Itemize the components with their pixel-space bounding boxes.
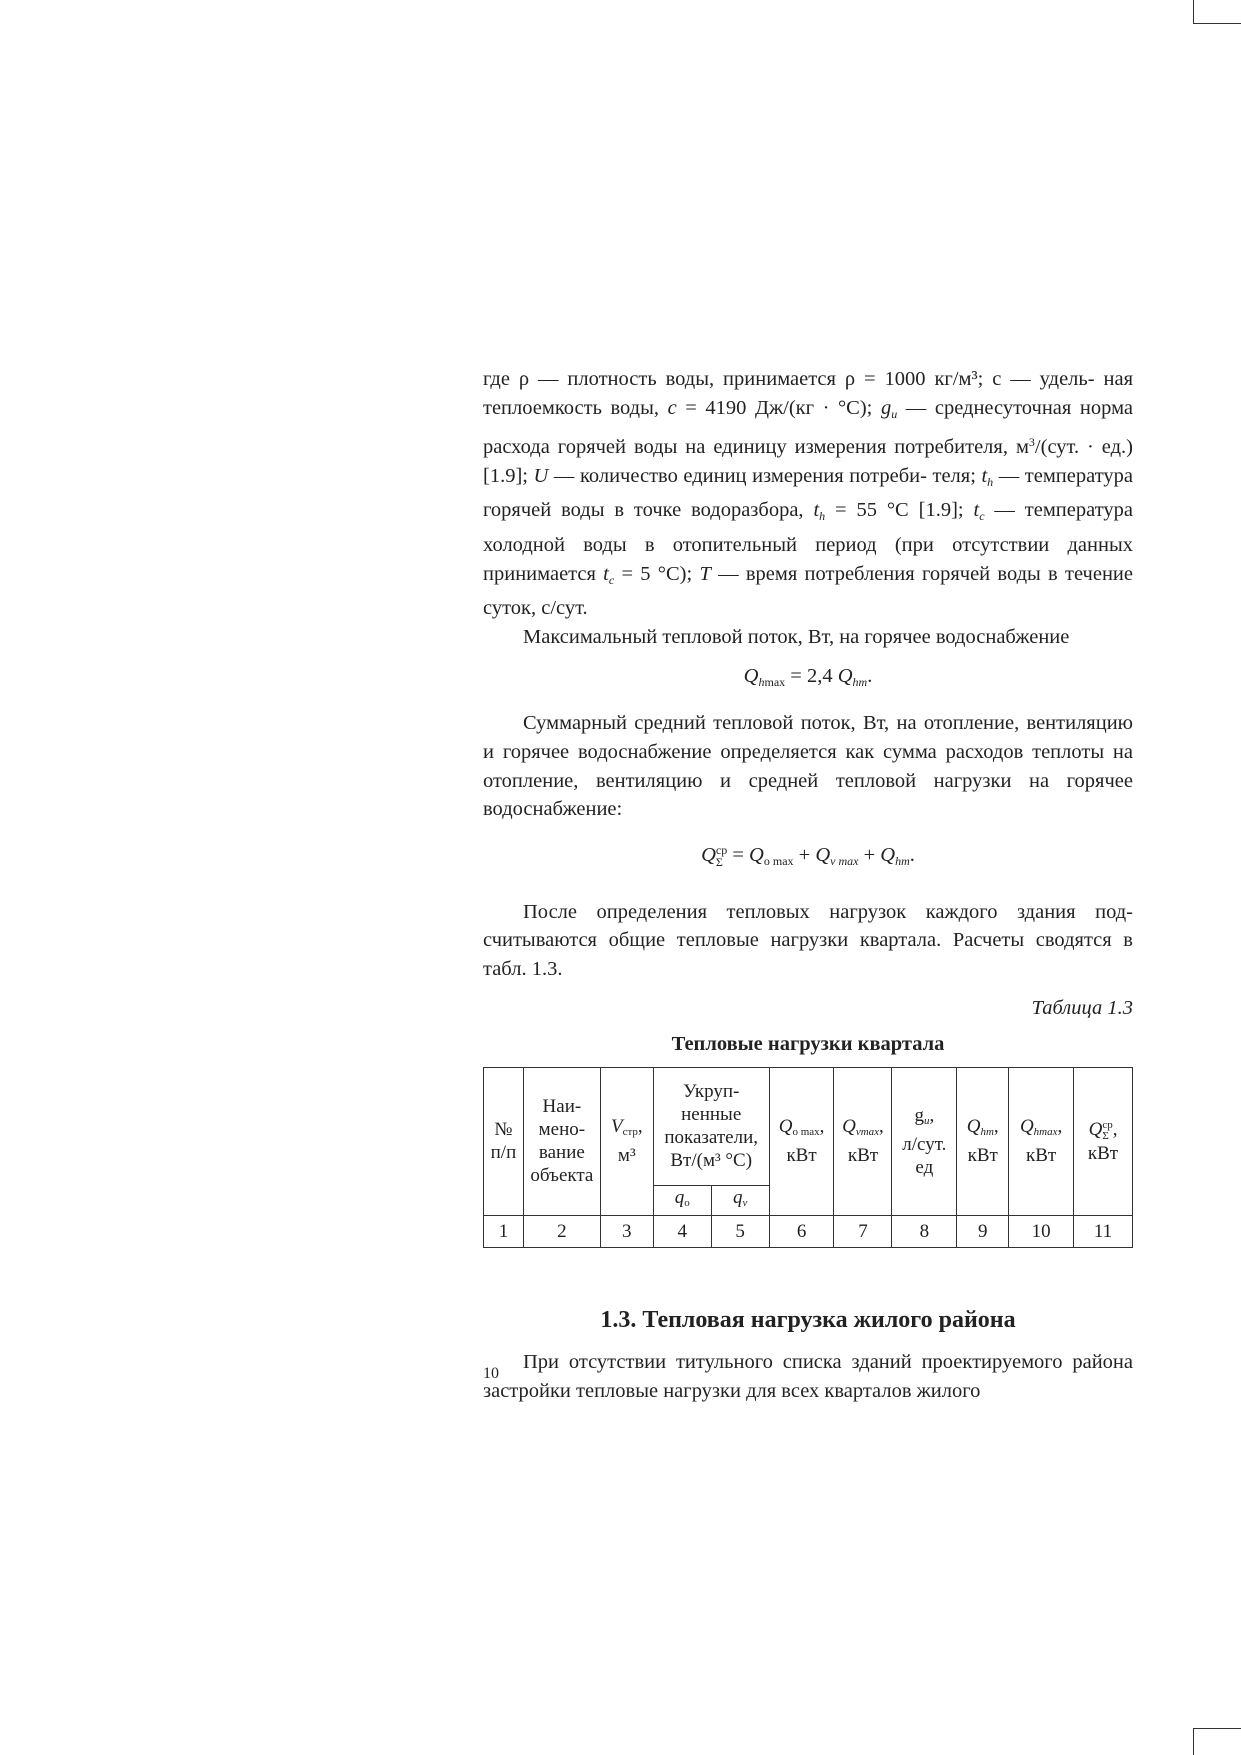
header-qv-sub: v: [742, 1196, 748, 1209]
formula-sub: hm: [852, 675, 868, 690]
table-label: Таблица 1.3: [1031, 996, 1133, 1019]
header-q-sup: ср: [1102, 1118, 1113, 1131]
formula-sub: hm: [895, 853, 910, 868]
formula-sub: h: [758, 675, 765, 690]
section-paragraph: При отсутствии титульного списка зданий проектируемого района застройки тепловые нагрузки для всех кварталов жилого: [483, 1351, 1133, 1402]
header-q-sub: hmax: [1033, 1126, 1058, 1139]
formula-symbol: Q: [815, 843, 831, 866]
header-unit: кВт: [967, 1145, 998, 1167]
formula-symbol: Q: [880, 843, 896, 866]
header-volume-sub: стр: [622, 1126, 638, 1139]
table-cell: 2: [523, 1215, 600, 1247]
crop-mark-top-horizontal: [1193, 23, 1241, 24]
formula-end: .: [867, 665, 873, 688]
formula-sup: ср: [715, 843, 728, 858]
intro-text: = 55 °С: [825, 499, 909, 522]
header-q-sub: vmax: [855, 1126, 880, 1139]
intro-text: — время потребления: [710, 562, 915, 585]
intro-text: ная теплоемкость воды,: [483, 368, 1133, 419]
header-q-symbol: Q: [1019, 1116, 1034, 1138]
intro-text: — количество единиц измерения потреби-: [548, 464, 927, 487]
header-q-sub: о max: [792, 1126, 820, 1139]
table-cell: 6: [769, 1215, 834, 1247]
intro-paragraph: [483, 365, 1133, 623]
header-volume-symbol: V: [610, 1116, 623, 1138]
heat-load-table: [483, 1067, 1133, 1248]
table-cell: 10: [1009, 1215, 1074, 1247]
header-q-symbol: Q: [966, 1116, 981, 1138]
var-t: t: [981, 464, 988, 487]
table-title: Тепловые нагрузки квартала: [671, 1033, 945, 1056]
header-qo-symbol: q: [674, 1186, 685, 1208]
header-volume: $V_{стр}$, м³: [600, 1067, 653, 1215]
header-unit: кВт: [786, 1145, 817, 1167]
formula-symbol: Q: [701, 843, 716, 866]
var-t: t: [603, 562, 609, 585]
crop-mark-bottom-vertical: [1193, 1728, 1194, 1755]
header-gu: $g_u$, л/сут. ед: [892, 1067, 957, 1215]
var-u: U: [533, 464, 549, 487]
table-cell: 1: [484, 1215, 524, 1247]
var-t-sub: c: [979, 509, 985, 524]
table-cell: 9: [957, 1215, 1009, 1247]
max-flow-paragraph: Максимальный тепловой поток, Вт, на горячее водоснабжение: [523, 625, 1070, 648]
page-body: [483, 365, 1133, 1405]
sum-paragraph: Суммарный средний тепловой поток, Вт, на отопление, вентиляцию и горячее водоснабжение определяется как сумма расходов теплоты на отопление, вентиляцию и средней тепловой нагрузки на горячее водоснабжение:: [483, 712, 1133, 821]
intro-text: — среднесуточная: [897, 396, 1072, 419]
unit-sup: 3: [1028, 435, 1035, 450]
table-cell: 3: [600, 1215, 653, 1247]
intro-text: горячей воды в течение суток, с/сут.: [483, 562, 1133, 620]
header-q-vmax: $Q_{vmax}$, кВт: [834, 1067, 892, 1215]
var-c: c: [667, 396, 677, 419]
header-unit: кВт: [1087, 1142, 1119, 1164]
header-q-symbol: Q: [778, 1116, 793, 1138]
table-cell: 5: [711, 1215, 769, 1247]
header-enlarged-indicators: Укруп- ненные показатели, Вт/(м³ °С): [653, 1067, 769, 1185]
header-q-hmax: $Q_{hmax}$, кВт: [1009, 1067, 1074, 1215]
table-number-row: [484, 1215, 1133, 1247]
var-T: T: [699, 562, 711, 585]
header-unit: кВт: [847, 1145, 879, 1167]
formula-qsum: [483, 840, 1133, 876]
header-object-name: Наи- мено- вание объекта: [523, 1067, 600, 1215]
var-g-sub: u: [891, 406, 898, 421]
crop-mark-bottom-horizontal: [1193, 1728, 1241, 1729]
intro-text: = 4190 Дж/(кг · °С);: [676, 396, 881, 419]
formula-sub: о max: [763, 853, 794, 868]
crop-mark-top-vertical: [1193, 0, 1194, 24]
header-qv-symbol: q: [732, 1186, 743, 1208]
header-q-sum: Q ср Σ , кВт: [1074, 1067, 1133, 1215]
header-q-symbol: Q: [842, 1116, 856, 1138]
formula-symbol: Q: [749, 843, 764, 866]
var-t-sub: h: [819, 509, 826, 524]
intro-text: м: [1015, 436, 1029, 459]
header-qo: [653, 1185, 711, 1215]
header-volume-unit: м³: [617, 1145, 636, 1167]
table-cell: 4: [653, 1215, 711, 1247]
intro-text: — температура горячей воды в точке водоразбора,: [483, 464, 1133, 522]
formula-sub: max: [764, 675, 786, 690]
section-title: 1.3. Тепловая нагрузка жилого района: [600, 1306, 1016, 1333]
header-g-symbol: g: [914, 1104, 924, 1126]
intro-text: норма расхода горячей воды на единицу измерения потребителя,: [483, 396, 1134, 459]
header-q-omax: $Q_{о max}$, кВт: [769, 1067, 834, 1215]
header-q-symbol: Q: [1088, 1118, 1103, 1140]
intro-text: — температура холодной воды в отопительный период (при: [483, 499, 1133, 556]
header-number: № п/п: [484, 1067, 524, 1215]
table-cell: 8: [892, 1215, 957, 1247]
intro-text: теля;: [932, 464, 982, 487]
formula-qhmax: [483, 661, 1133, 697]
table-cell: 11: [1074, 1215, 1133, 1247]
header-gu-unit: л/сут. ед: [902, 1133, 947, 1178]
var-t-sub: c: [608, 572, 615, 587]
formula-symbol: Q: [743, 665, 759, 688]
header-qv: [711, 1185, 769, 1215]
formula-end: .: [909, 843, 915, 866]
intro-text: = 5 °С);: [614, 562, 700, 585]
intro-line: где ρ — плотность воды, принимается ρ = 1000 кг/м³; c — удель-: [483, 368, 1095, 390]
intro-text: отсутствии данных принимается: [483, 533, 1133, 585]
intro-text: /(сут. · ед.) [1.9];: [483, 436, 1134, 487]
var-t: t: [813, 499, 820, 522]
table-header-row: [484, 1067, 1133, 1185]
page-number: 10: [483, 1365, 499, 1382]
after-paragraph: После определения тепловых нагрузок каждого здания подсчитываются общие тепловые нагрузки квартала. Расчеты сводятся в табл. 1.3.: [483, 900, 1133, 980]
table-cell: 7: [834, 1215, 892, 1247]
formula-plus: +: [793, 843, 816, 866]
header-q-sub: hm: [980, 1126, 994, 1139]
header-qo-sub: о: [684, 1196, 690, 1209]
var-g: g: [880, 396, 892, 419]
var-t-sub: h: [987, 474, 994, 489]
formula-plus: +: [858, 843, 881, 866]
formula-eq: = 2,4: [785, 665, 838, 688]
header-q-hm: $Q_{hm}$, кВт: [957, 1067, 1009, 1215]
formula-sub: Σ: [715, 855, 723, 870]
var-t: t: [973, 499, 980, 522]
header-g-sub: u: [923, 1114, 930, 1127]
formula-sub: v max: [830, 853, 859, 868]
header-unit: кВт: [1025, 1145, 1057, 1167]
intro-text: [1.9];: [918, 499, 974, 522]
formula-symbol: Q: [837, 665, 853, 688]
formula-eq: =: [727, 843, 750, 866]
header-q-sub: Σ: [1102, 1129, 1109, 1142]
